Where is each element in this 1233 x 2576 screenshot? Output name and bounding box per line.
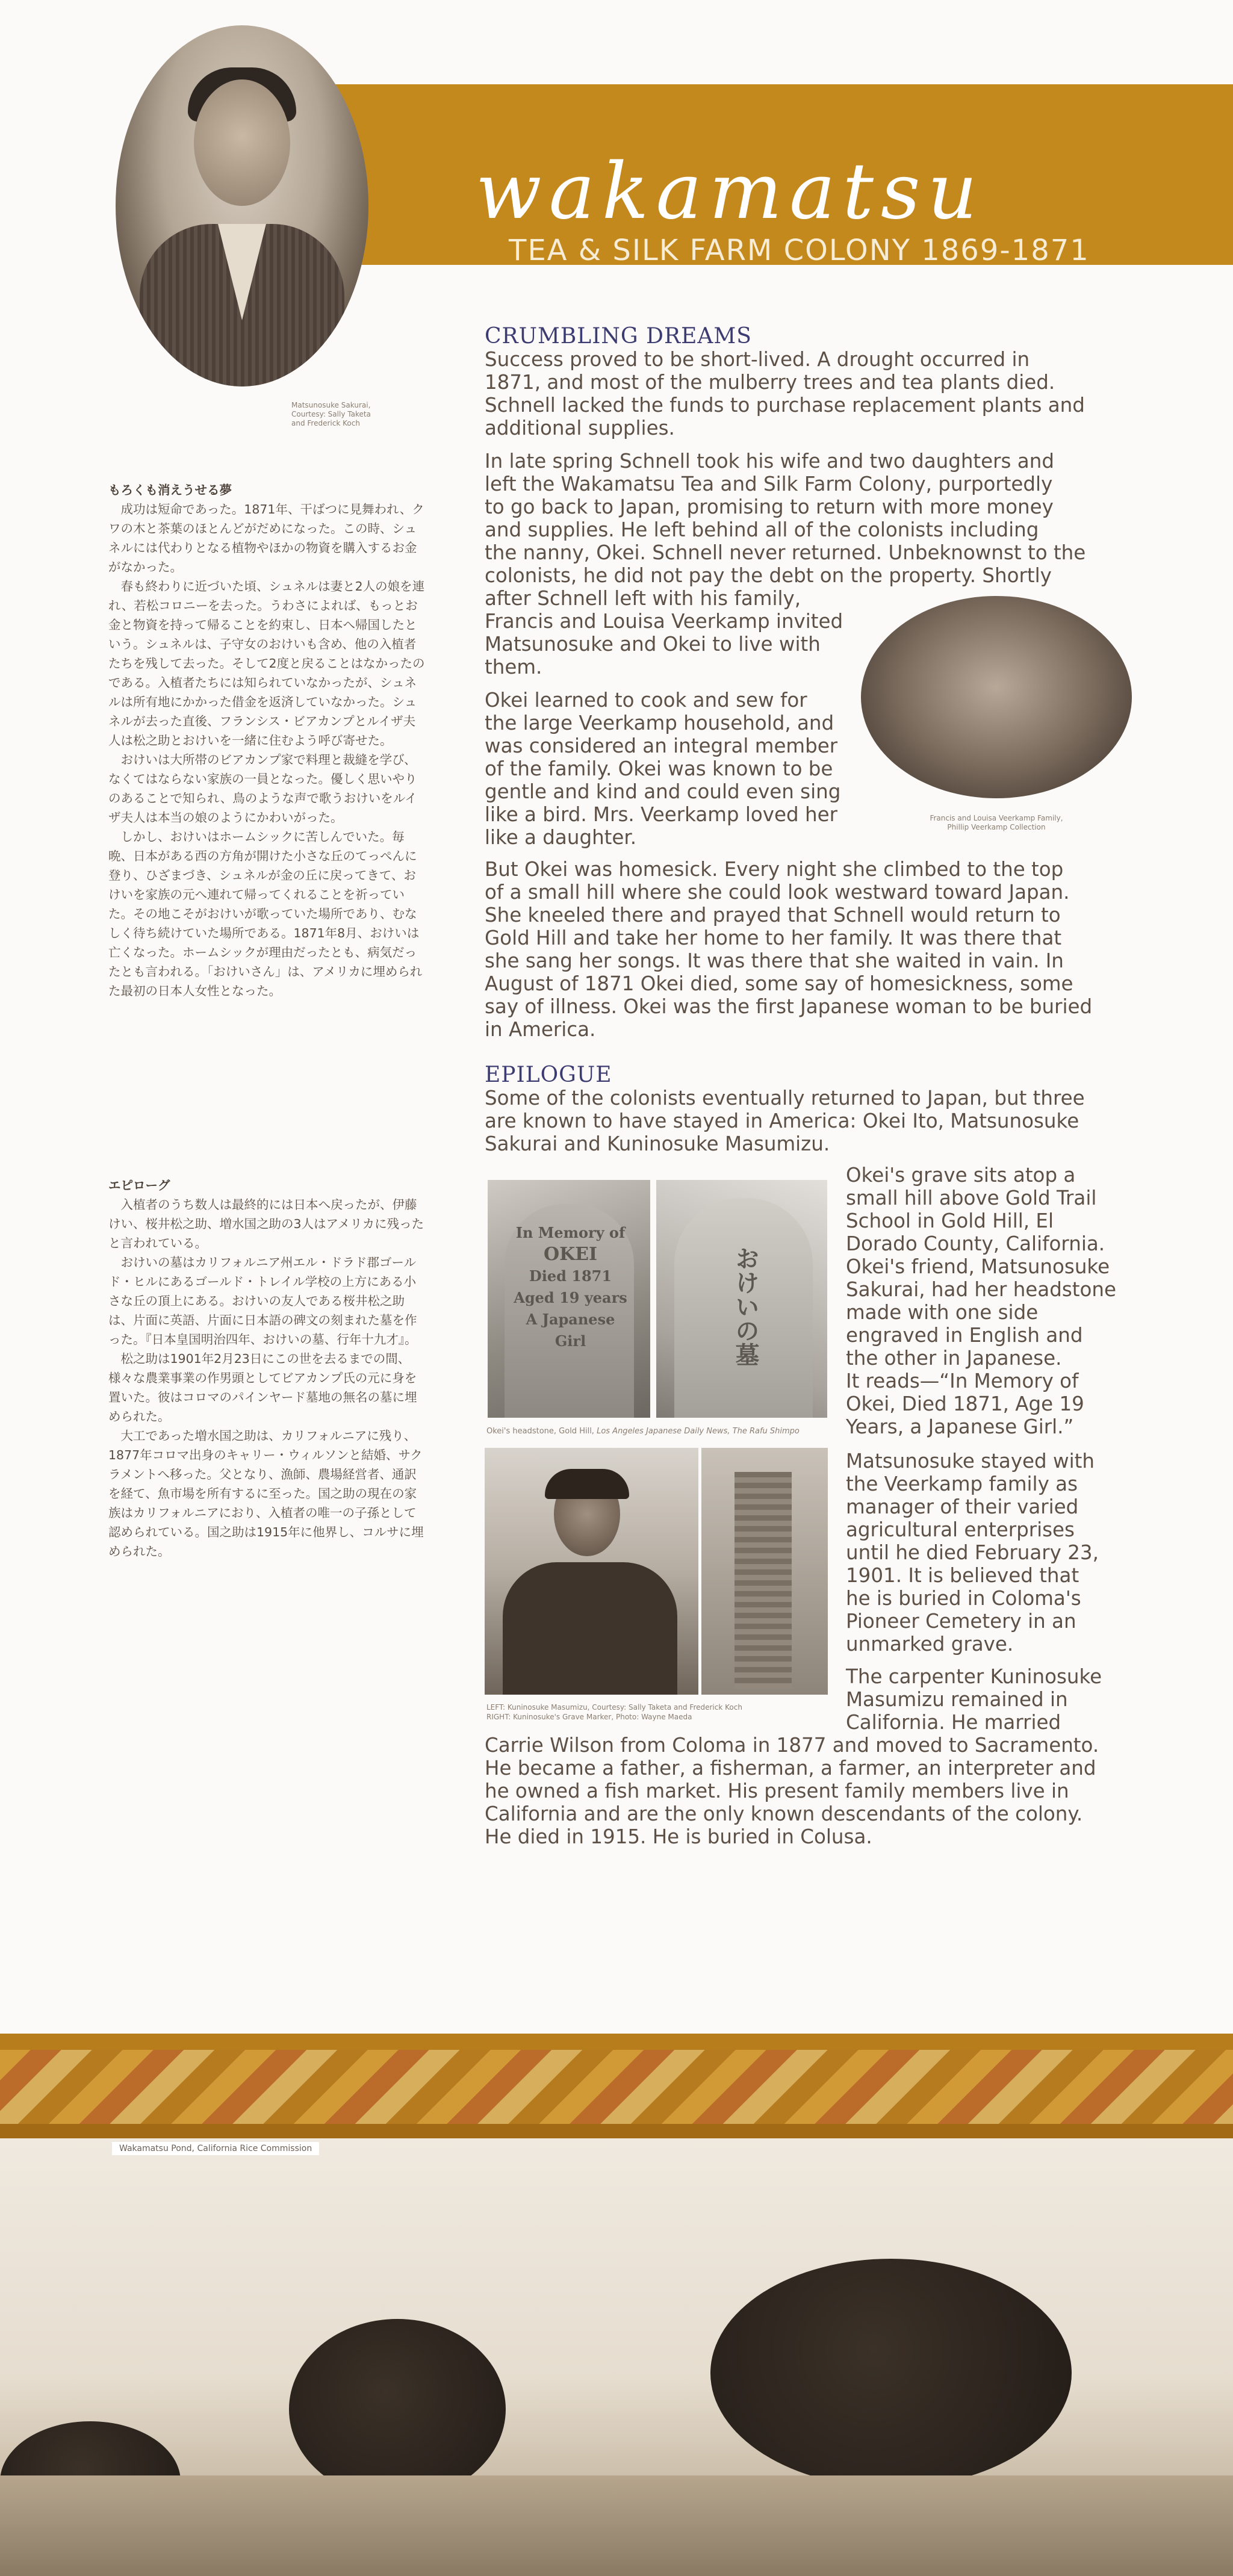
decorative-band-bottom bbox=[0, 2124, 1233, 2138]
jp-paragraph: 入植者のうち数人は最終的には日本へ戻ったが、伊藤けい、桜井松之助、増水国之助の3人はアメリカに残ったと言われている。 bbox=[108, 1197, 424, 1250]
en-paragraph-3: Okei learned to cook and sew for the large Veerkamp household, and was considered an integral member of the family. Okei was known to be gentle and kind and could even sing like a bird. Mrs. Veerkamp loved her like a daughter. bbox=[485, 689, 841, 849]
jp-paragraph: おけいの墓はカリフォルニア州エル・ドラド郡ゴールド・ヒルにあるゴールド・トレイル学校の上方にある小さな丘の頂上にある。おけいの友人である桜井松之助は、片面に英語、片面に日本語の碑文の刻まれた墓を作った。『日本皇国明治四年、おけいの墓、行年十九才』。 bbox=[108, 1255, 417, 1347]
wakamatsu-pond-photo bbox=[0, 2138, 1233, 2576]
en-paragraph-7: Matsunosuke stayed with the Veerkamp family as manager of their varied agricultural enterprises until he died February 23, 1901. It is believed that he is buried in Coloma's Pioneer Cemetery in an unmarked grave. bbox=[846, 1450, 1099, 1656]
jp-heading-crumbling: もろくも消えうせる夢 bbox=[108, 483, 232, 497]
jp-paragraph: 成功は短命であった。1871年、干ばつに見舞われ、クワの木と茶葉のほとんどがだめになった。この時、シュネルには代わりとなる植物やほかの物資を購入するお金がなかった。 bbox=[108, 502, 424, 574]
headstone-caption: Okei's headstone, Gold Hill, Los Angeles Japanese Daily News, The Rafu Shimpo bbox=[486, 1427, 800, 1436]
heading-crumbling-dreams: CRUMBLING DREAMS bbox=[485, 324, 752, 349]
matsunosuke-portrait bbox=[116, 25, 368, 386]
jp-paragraph: 大工であった増水国之助は、カリフォルニアに残り、1877年コロマ出身のキャリー・ウィルソンと結婚、サクラメントへ移った。父となり、漁師、農場経営者、通訳を経て、魚市場を所有するに至った。国之助の現在の家族はカリフォルニアにおり、入植者の唯一の子孫として認められている。国之助は1915年に他界し、コルサに埋められた。 bbox=[108, 1429, 424, 1559]
jp-heading-epilogue: エピローグ bbox=[108, 1178, 170, 1193]
heading-epilogue: EPILOGUE bbox=[485, 1063, 612, 1087]
headstone-japanese-photo: おけいの墓 bbox=[656, 1180, 827, 1418]
portrait-caption: Matsunosuke Sakurai, Courtesy: Sally Taketa and Frederick Koch bbox=[291, 401, 371, 427]
en-paragraph-8-bottom: Carrie Wilson from Coloma in 1877 and moved to Sacramento. He became a father, a fisherman, a farmer, an interpreter and he owned a fish market. His present family members live in California and are the only known descendants of the colony. He died in 1915. He is buried in Colusa. bbox=[485, 1734, 1099, 1848]
jp-paragraph: おけいは大所帯のビアカンプ家で料理と裁縫を学び、なくてはならない家族の一員となった。優しく思いやりのあることで知られ、鳥のような声で歌うおけいをルイザ夫人は本当の娘のようにかわいがった。 bbox=[108, 753, 417, 825]
kuninosuke-caption: LEFT: Kuninosuke Masumizu, Courtesy: Sally Taketa and Frederick Koch RIGHT: Kuninosuke's Grave Marker, Photo: Wayne Maeda bbox=[486, 1703, 742, 1721]
jp-paragraph: 松之助は1901年2月23日にこの世を去るまでの間、様々な農業事業の作男頭としてビアカンプ氏の元に身を置いた。彼はコロマのパインヤード墓地の無名の墓に埋められた。 bbox=[108, 1352, 417, 1424]
veerkamp-family-photo bbox=[861, 596, 1132, 798]
en-paragraph-6: Okei's grave sits atop a small hill above Gold Trail School in Gold Hill, El Dorado County, California. Okei's friend, Matsunosuke Sakurai, had her headstone made with one side engraved in English and the other in Japanese. It reads—“In Memory of Okei, Died 1871, Age 19 Years, a Japanese Girl.” bbox=[846, 1164, 1116, 1438]
en-paragraph-5: Some of the colonists eventually returned to Japan, but three are known to have stayed in America: Okei Ito, Matsunosuke Sakurai and Kuninosuke Masumizu. bbox=[485, 1087, 1085, 1155]
en-paragraph-8-top: The carpenter Kuninosuke Masumizu remained in California. He married bbox=[846, 1665, 1102, 1734]
headstone-english-photo: In Memory of OKEI Died 1871 Aged 19 years A Japanese Girl bbox=[488, 1180, 650, 1418]
en-paragraph-1: Success proved to be short-lived. A drought occurred in 1871, and most of the mulberry trees and tea plants died. Schnell lacked the funds to purchase replacement plants and additional supplies. bbox=[485, 348, 1085, 439]
japanese-epilogue bbox=[108, 1176, 427, 1561]
kuninosuke-photo bbox=[485, 1448, 698, 1695]
japanese-column bbox=[108, 480, 427, 1001]
decorative-pattern-band bbox=[0, 2050, 1233, 2128]
decorative-band-top bbox=[0, 2034, 1233, 2052]
kuninosuke-grave-marker-photo bbox=[701, 1448, 828, 1695]
pond-caption: Wakamatsu Pond, California Rice Commission bbox=[112, 2142, 319, 2155]
en-paragraph-4: But Okei was homesick. Every night she climbed to the top of a small hill where she could look westward toward Japan. She kneeled there and prayed that Schnell would return to Gold Hill and take her home to her family. It was there that she sang her songs. It was there that she waited in vain. In August of 1871 Okei died, some say of homesickness, some say of illness. Okei was the first Japanese woman to be buried in America. bbox=[485, 858, 1093, 1041]
jp-paragraph: しかし、おけいはホームシックに苦しんでいた。毎晩、日本がある西の方角が開けた小さな丘のてっぺんに登り、ひざまづき、シュネルが金の丘に戻ってきて、おけいを家族の元へ連れて帰ってくれることを祈っていた。その地こそがおけいが歌っていた場所であり、むなしく待ち続けていた場所である。1871年8月、おけいは亡くなった。ホームシックが理由だったとも、病気だったとも言われる。「おけいさん」は、アメリカに埋められた最初の日本人女性となった。 bbox=[108, 830, 423, 998]
page-subtitle: TEA & SILK FARM COLONY 1869-1871 bbox=[509, 234, 1090, 267]
page-title: wakamatsu bbox=[476, 147, 984, 237]
jp-paragraph: 春も終わりに近づいた頃、シュネルは妻と2人の娘を連れ、若松コロニーを去った。うわさによれば、もっとお金と物資を持って帰ることを約束し、日本へ帰国したという。シュネルは、子守女のおけいも含め、他の入植者たちを残して去った。そして2度と戻ることはなかったのである。入植者たちには知られていなかったが、シュネルは所有地にかかった借金を返済していなかった。シュネルが去った直後、フランシス・ビアカンプとルイザ夫人は松之助とおけいを一緒に住むよう呼び寄せた。 bbox=[108, 579, 425, 748]
en-paragraph-2: In late spring Schnell took his wife and two daughters and left the Wakamatsu Tea and Silk Farm Colony, purportedly to go back to Japan, promising to return with more money and supplies. He left behind all of the colonists including the nanny, Okei. Schnell never returned. Unbeknownst to the colonists, he did not pay the debt on the property. Shortly after Schnell left with his family, Francis and Louisa Veerkamp invited Matsunosuke and Okei to live with them. bbox=[485, 450, 1086, 678]
family-photo-caption: Francis and Louisa Veerkamp Family, Phillip Veerkamp Collection bbox=[930, 814, 1063, 831]
